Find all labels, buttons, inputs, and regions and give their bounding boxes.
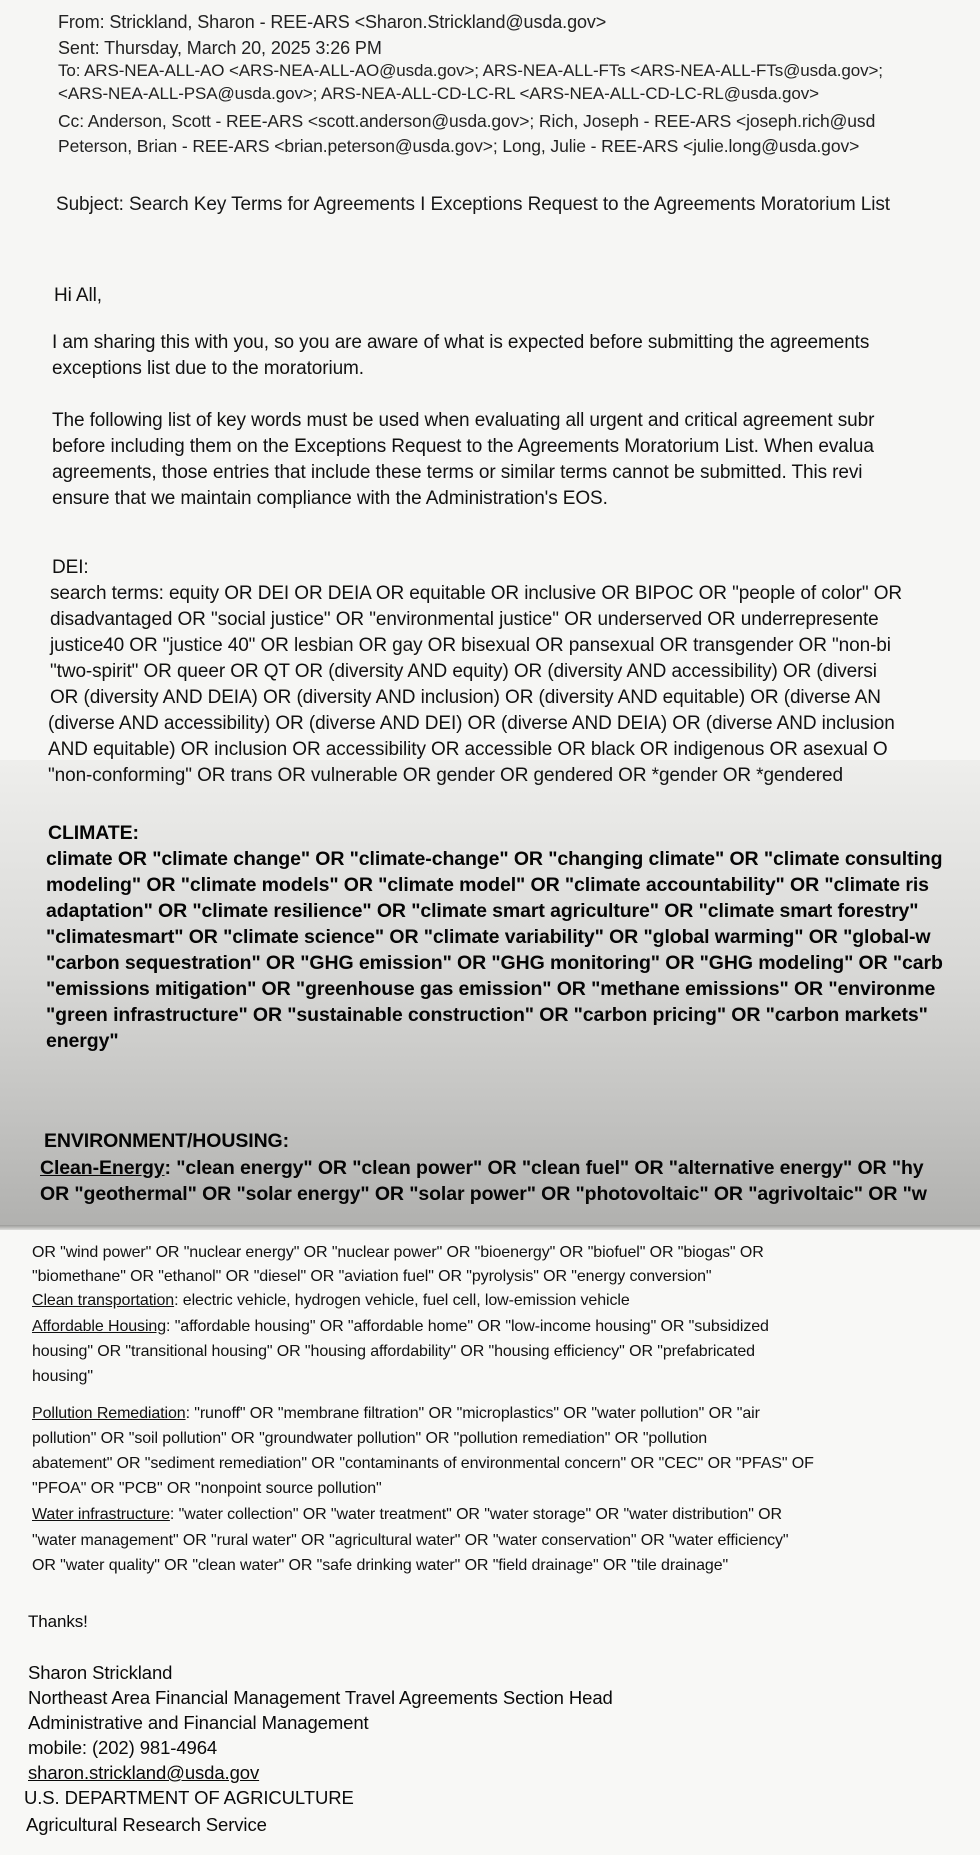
intro-line-2: exceptions list due to the moratorium. bbox=[52, 358, 364, 379]
climate-line-4: "climatesmart" OR "climate science" OR "climate variability" OR "global warming" OR "global-w bbox=[46, 926, 931, 948]
signature-org: U.S. DEPARTMENT OF AGRICULTURE bbox=[24, 1787, 354, 1808]
para2-line-4: ensure that we maintain compliance with the Administration's EOS. bbox=[52, 488, 608, 509]
signature-service: Agricultural Research Service bbox=[26, 1814, 267, 1835]
dei-line-4: "two-spirit" OR queer OR QT OR (diversity AND equity) OR (diversity AND accessibility) OR (diversi bbox=[50, 661, 877, 682]
cont-line-1: OR "wind power" OR "nuclear energy" OR "nuclear power" OR "bioenergy" OR "biofuel" OR "biogas" OR bbox=[32, 1244, 764, 1261]
pollution-text-1: : "runoff" OR "membrane filtration" OR "microplastics" OR "water pollution" OR "air bbox=[185, 1405, 760, 1422]
para2-line-1: The following list of key words must be used when evaluating all urgent and critical agreement subr bbox=[52, 410, 875, 431]
signature-email-link[interactable]: sharon.strickland@usda.gov bbox=[28, 1762, 260, 1783]
signature-name: Sharon Strickland bbox=[28, 1662, 173, 1683]
signature-mobile: mobile: (202) 981-4964 bbox=[28, 1737, 218, 1758]
climate-line-1: climate OR "climate change" OR "climate-change" OR "changing climate" OR "climate consulting bbox=[46, 848, 943, 870]
transport-label: Clean transportation bbox=[32, 1292, 175, 1309]
housing-text-1: : "affordable housing" OR "affordable home" OR "low-income housing" OR "subsidized bbox=[166, 1318, 769, 1335]
header-sent: Sent: Thursday, March 20, 2025 3:26 PM bbox=[58, 38, 382, 58]
header-to-1: To: ARS-NEA-ALL-AO <ARS-NEA-ALL-AO@usda.gov>; ARS-NEA-ALL-FTs <ARS-NEA-ALL-FTs@usda.gov>; bbox=[58, 61, 883, 80]
header-to-2: <ARS-NEA-ALL-PSA@usda.gov>; ARS-NEA-ALL-CD-LC-RL <ARS-NEA-ALL-CD-LC-RL@usda.gov> bbox=[58, 84, 819, 103]
dei-line-5: OR (diversity AND DEIA) OR (diversity AND inclusion) OR (diversity AND equitable) OR (diverse AN bbox=[50, 687, 881, 708]
clean-energy-label: Clean-Energy bbox=[40, 1157, 165, 1179]
climate-line-3: adaptation" OR "climate resilience" OR "climate smart agriculture" OR "climate smart forestry" bbox=[46, 900, 919, 922]
header-cc-1: Cc: Anderson, Scott - REE-ARS <scott.anderson@usda.gov>; Rich, Joseph - REE-ARS <joseph.rich@usd bbox=[58, 111, 876, 131]
signature-title: Northeast Area Financial Management Travel Agreements Section Head bbox=[28, 1687, 613, 1708]
dei-heading: DEI: bbox=[52, 557, 89, 578]
pollution-line-3: abatement" OR "sediment remediation" OR "contaminants of environmental concern" OR "CEC" OR "PFAS" OF bbox=[32, 1455, 814, 1472]
pollution-label: Pollution Remediation bbox=[32, 1405, 186, 1422]
email-subject: Subject: Search Key Terms for Agreements I Exceptions Request to the Agreements Moratorium List bbox=[56, 194, 890, 215]
climate-line-6: "emissions mitigation" OR "greenhouse gas emission" OR "methane emissions" OR "environme bbox=[46, 978, 936, 1000]
clean-energy-text-1: : "clean energy" OR "clean power" OR "clean fuel" OR "alternative energy" OR "hy bbox=[164, 1157, 924, 1179]
dei-line-6: (diverse AND accessibility) OR (diverse AND DEI) OR (diverse AND DEIA) OR (diverse AND inclusion bbox=[48, 713, 895, 734]
dei-line-8: "non-conforming" OR trans OR vulnerable OR gender OR gendered OR *gender OR *gendered bbox=[48, 765, 843, 786]
clean-energy-line-2: OR "geothermal" OR "solar energy" OR "solar power" OR "photovoltaic" OR "agrivoltaic" OR "w bbox=[40, 1183, 927, 1205]
dei-line-1: search terms: equity OR DEI OR DEIA OR equitable OR inclusive OR BIPOC OR "people of color" OR bbox=[50, 583, 903, 604]
housing-line-3: housing" bbox=[32, 1368, 93, 1385]
water-line-3: OR "water quality" OR "clean water" OR "safe drinking water" OR "field drainage" OR "tile drainage" bbox=[32, 1557, 729, 1574]
dei-line-7: AND equitable) OR inclusion OR accessibility OR accessible OR black OR indigenous OR asexual O bbox=[48, 739, 888, 760]
dei-line-2: disadvantaged OR "social justice" OR "environmental justice" OR underserved OR underrepresente bbox=[50, 609, 879, 630]
intro-line-1: I am sharing this with you, so you are aware of what is expected before submitting the agreements bbox=[52, 332, 870, 353]
header-cc-2: Peterson, Brian - REE-ARS <brian.peterson@usda.gov>; Long, Julie - REE-ARS <julie.long@usda.gov> bbox=[58, 136, 860, 156]
transport-line bbox=[32, 1292, 630, 1310]
transport-text: : electric vehicle, hydrogen vehicle, fuel cell, low-emission vehicle bbox=[174, 1292, 630, 1309]
cont-line-2: "biomethane" OR "ethanol" OR "diesel" OR "aviation fuel" OR "pyrolysis" OR "energy conversion" bbox=[32, 1268, 712, 1285]
env-heading: ENVIRONMENT/HOUSING: bbox=[44, 1130, 290, 1152]
greeting: Hi All, bbox=[54, 285, 102, 306]
housing-label: Affordable Housing bbox=[32, 1318, 166, 1335]
pollution-line-2: pollution" OR "soil pollution" OR "groundwater pollution" OR "pollution remediation" OR "pollution bbox=[32, 1430, 708, 1447]
housing-line-1 bbox=[32, 1318, 769, 1336]
climate-line-8: energy" bbox=[46, 1030, 119, 1052]
pollution-line-1 bbox=[32, 1405, 760, 1423]
pollution-line-4: "PFOA" OR "PCB" OR "nonpoint source pollution" bbox=[32, 1480, 382, 1497]
thanks: Thanks! bbox=[28, 1612, 88, 1631]
clean-energy-line-1 bbox=[40, 1157, 924, 1180]
signature-dept: Administrative and Financial Management bbox=[28, 1712, 369, 1733]
water-line-2: "water management" OR "rural water" OR "agricultural water" OR "water conservation" OR "water efficiency" bbox=[32, 1532, 789, 1549]
climate-line-7: "green infrastructure" OR "sustainable construction" OR "carbon pricing" OR "carbon markets" bbox=[46, 1004, 928, 1026]
climate-heading: CLIMATE: bbox=[48, 822, 139, 844]
water-text-1: : "water collection" OR "water treatment" OR "water storage" OR "water distribution" OR bbox=[169, 1506, 782, 1523]
para2-line-2: before including them on the Exceptions Request to the Agreements Moratorium List. When evalua bbox=[52, 436, 874, 457]
climate-line-2: modeling" OR "climate models" OR "climate model" OR "climate accountability" OR "climate ris bbox=[46, 874, 929, 896]
para2-line-3: agreements, those entries that include these terms or similar terms cannot be submitted. This revi bbox=[52, 462, 863, 483]
water-line-1 bbox=[32, 1506, 782, 1524]
housing-line-2: housing" OR "transitional housing" OR "housing affordability" OR "housing efficiency" OR "prefabricated bbox=[32, 1343, 755, 1360]
header-from: From: Strickland, Sharon - REE-ARS <Sharon.Strickland@usda.gov> bbox=[58, 12, 607, 32]
climate-line-5: "carbon sequestration" OR "GHG emission" OR "GHG monitoring" OR "GHG modeling" OR "carb bbox=[46, 952, 943, 974]
water-label: Water infrastructure bbox=[32, 1506, 170, 1523]
dei-line-3: justice40 OR "justice 40" OR lesbian OR gay OR bisexual OR pansexual OR transgender OR "non-bi bbox=[50, 635, 891, 656]
